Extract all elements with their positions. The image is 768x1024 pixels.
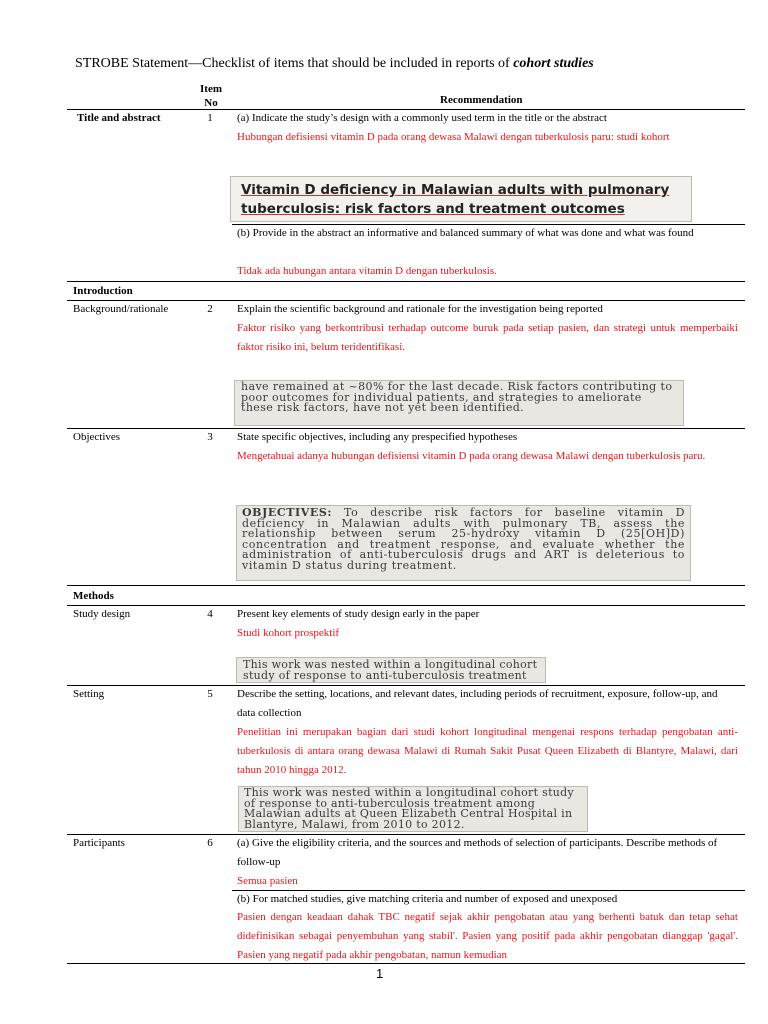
answer-text: Studi kohort prospektif — [237, 627, 340, 639]
row-rule — [67, 281, 745, 282]
footer-rule — [67, 963, 745, 964]
row-label-setting: Setting — [73, 688, 105, 700]
row-label-study-design: Study design — [73, 608, 131, 620]
background-snippet: have remained at ~80% for the last decade. Risk factors contributing to poor outcomes for individual patients, and strategies to ameliorate these risk factors, have not yet been identified. — [234, 380, 684, 426]
setting-snippet: This work was nested within a longitudinal cohort study of response to anti-tuberculosis treatment among Malawian adults at Queen Elizabeth Central Hospital in Blantyre, Malawi, from 2010 to 2012. — [238, 786, 588, 832]
recommendation-text: Present key elements of study design early in the paper — [237, 608, 480, 620]
answer-text: Semua pasien — [237, 875, 298, 887]
answer-text: Tidak ada hubungan antara vitamin D dengan tuberkulosis. — [237, 265, 497, 277]
answer-text: Pasien dengan keadaan dahak TBC negatif sejak akhir pengobatan atau yang berhenti batuk dan tetap sehat didefinisikan sebagai penyembuhan yang stabil'. Pasien yang positif pada akhir pengobatan dianggap 'gagal'. Pasien yang negatif pada akhir pengobatan, namun kemudian — [237, 911, 738, 961]
recommendation-text: Describe the setting, locations, and relevant dates, including periods of recruitment, exposure, follow-up, and data collection — [237, 688, 718, 719]
header-recommendation: Recommendation — [440, 94, 523, 106]
item-number: 3 — [207, 431, 213, 443]
recommendation-text: State specific objectives, including any prespecified hypotheses — [237, 431, 518, 443]
item-number: 1 — [207, 112, 213, 124]
recommendation-text: (b) Provide in the abstract an informative and balanced summary of what was done and what was found — [237, 227, 694, 239]
recommendation-text: (b) For matched studies, give matching criteria and number of exposed and unexposed — [237, 893, 618, 905]
item-number: 6 — [207, 837, 213, 849]
header-item-no: Item No — [200, 83, 222, 109]
answer-text: Hubungan defisiensi vitamin D pada orang dewasa Malawi dengan tuberkulosis paru: studi kohort — [237, 131, 670, 143]
recommendation-text: (a) Indicate the study’s design with a commonly used term in the title or the abstract — [237, 112, 607, 124]
page-number: 1 — [376, 966, 384, 981]
item-number: 4 — [207, 608, 213, 620]
document-title: STROBE Statement—Checklist of items that should be included in reports of cohort studies — [75, 56, 594, 71]
recommendation-text: (a) Give the eligibility criteria, and the sources and methods of selection of participants. Describe methods of follow-up — [237, 837, 718, 868]
row-label-participants: Participants — [73, 837, 125, 849]
row-label-objectives: Objectives — [73, 431, 121, 443]
article-title-snippet: Vitamin D deficiency in Malawian adults with pulmonary tuberculosis: risk factors and treatment outcomes — [230, 176, 692, 222]
section-methods: Methods — [73, 590, 114, 602]
row-rule — [67, 585, 745, 586]
item-number: 5 — [207, 688, 213, 700]
row-label-background: Background/rationale — [73, 303, 169, 315]
row-label-title-abstract: Title and abstract — [77, 112, 161, 124]
answer-text: Faktor risiko yang berkontribusi terhadap outcome buruk pada setiap pasien, dan strategi untuk memperbaiki faktor risiko ini, belum teridentifikasi. — [237, 322, 738, 353]
recommendation-text: Explain the scientific background and rationale for the investigation being reported — [237, 303, 603, 315]
study-design-snippet: This work was nested within a longitudinal cohort study of response to anti-tuberculosis treatment — [236, 657, 546, 683]
answer-text: Mengetahuai adanya hubungan defisiensi vitamin D pada orang dewasa Malawi dengan tuberkulosis paru. — [237, 450, 706, 462]
objectives-snippet: OBJECTIVES: To describe risk factors for baseline vitamin D deficiency in Malawian adults with pulmonary TB, assess the relationship between serum 25-hydroxy vitamin D (25[OH]D) concentration and treatment response, and evaluate whether the administration of anti-tuberculosis drugs and ART is deleterious to vitamin D status during treatment. — [236, 505, 691, 581]
item-number: 2 — [207, 303, 213, 315]
section-introduction: Introduction — [73, 285, 133, 297]
answer-text: Penelitian ini merupakan bagian dari studi kohort longitudinal mengenai respons terhadap pengobatan anti-tuberkulosis di antara orang dewasa Malawi di Rumah Sakit Pusat Queen Elizabeth di Blantyre, Malawi, dari tahun 2010 hingga 2012. — [237, 726, 738, 776]
